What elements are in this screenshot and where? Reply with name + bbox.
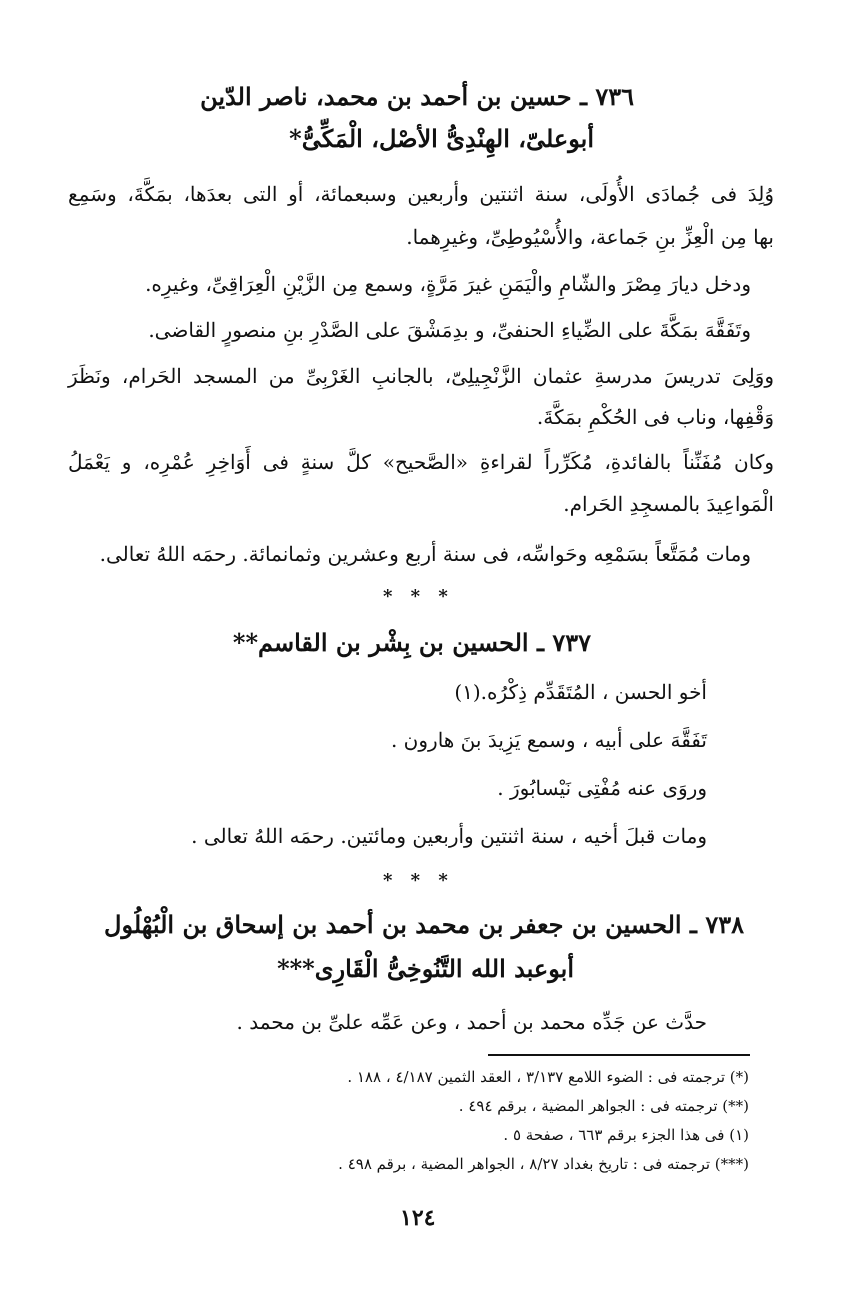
section-separator: * * * <box>383 870 454 891</box>
entry-737-heading: ٧٣٧ ـ الحسين بن بِشْر بن القاسم** <box>232 628 591 657</box>
entry-736-paragraph-6: ومات مُمَتَّعاً بسَمْعِه وحَواسِّه، فى سنة أربع وعشرين وثمانمائة. رحمَه اللهُ تعالى. <box>99 542 751 566</box>
section-separator: * * * <box>383 586 454 607</box>
entry-736-paragraph-1-line1: وُلِدَ فى جُمادَى الأُولَى، سنة اثنتين وأربعين وسبعمائة، أو التى بعدَها، بمَكَّةَ، وسَمِع <box>68 182 774 206</box>
entry-737-line-1: أخو الحسن ، المُتَقَدِّم ذِكْرُه.(١) <box>454 680 707 704</box>
footnote-1: (*) ترجمته فى : الضوء اللامع ٣/١٣٧ ، العقد الثمين ٤/١٨٧ ، ١٨٨ . <box>347 1068 749 1086</box>
entry-738-heading-line2: أبوعبد الله التَّنُوخِىُّ الْقَارِى*** <box>277 954 574 983</box>
entry-737-line-4: ومات قبلَ أخيه ، سنة اثنتين وأربعين ومائتين. رحمَه اللهُ تعالى . <box>191 824 707 848</box>
footnote-divider <box>488 1054 750 1056</box>
entry-736-paragraph-1-line2: بها مِن الْعِزِّ بنِ جَماعة، والأُسْيُوطِىِّ، وغيرِهما. <box>406 225 774 249</box>
entry-736-paragraph-2: ودخل ديارَ مِصْرَ والشّامِ والْيَمَنِ غيرَ مَرَّةٍ، وسمع مِن الزَّيْنِ الْعِرَاقِىِّ، وغيرِه. <box>145 272 751 296</box>
footnote-4: (***) ترجمته فى : تاريخ بغداد ٨/٢٧ ، الجواهر المضية ، برقم ٤٩٨ . <box>338 1155 749 1173</box>
entry-736-heading-line1: ٧٣٦ ـ حسين بن أحمد بن محمد، ناصر الدّين <box>200 82 634 111</box>
entry-736-paragraph-5-line2: الْمَواعِيدَ بالمسجِدِ الحَرام. <box>563 492 774 516</box>
entry-736-paragraph-5-line1: وكان مُفَنِّناً بالفائدةِ، مُكَرِّراً لقراءةِ «الصَّحيح» كلَّ سنةٍ فى أَوَاخِرِ عُمْرِه، و يَعْمَلُ <box>68 450 774 474</box>
footnote-3: (١) فى هذا الجزء برقم ٦٦٣ ، صفحة ٥ . <box>503 1126 749 1144</box>
entry-738-line-1: حدَّث عن جَدِّه محمد بن أحمد ، وعن عَمِّه علىِّ بن محمد . <box>236 1010 707 1034</box>
entry-737-line-2: تَفَقَّهَ على أبيه ، وسمع يَزِيدَ بنَ هارون . <box>390 728 707 752</box>
entry-736-paragraph-3: وتَفَقَّهَ بمَكَّةَ على الضِّياءِ الحنفىِّ، و بدِمَشْقَ على الصَّدْرِ بنِ منصورٍ القاضى. <box>148 318 751 342</box>
entry-737-line-3: وروَى عنه مُفْتِى نَيْسابُورَ . <box>497 776 707 800</box>
entry-738-heading-line1: ٧٣٨ ـ الحسين بن جعفر بن محمد بن أحمد بن إسحاق بن الْبُهْلُول <box>104 910 744 939</box>
footnote-2: (**) ترجمته فى : الجواهر المضية ، برقم ٤٩٤ . <box>458 1097 749 1115</box>
page-number: ١٢٤ <box>400 1205 436 1231</box>
entry-736-paragraph-4-line1: ووَلِىَ تدريسَ مدرسةِ عثمان الزَّنْجِيلِىّ، بالجانبِ الغَرْبِىِّ من المسجد الحَرام، ونَظَرَ <box>68 364 774 388</box>
entry-736-paragraph-4-line2: وَقْفِها، وناب فى الحُكْمِ بمَكَّةَ. <box>536 405 774 429</box>
entry-736-heading-line2: أبوعلىّ، الهِنْدِىُّ الأصْل، الْمَكِّىُّ* <box>289 124 594 153</box>
